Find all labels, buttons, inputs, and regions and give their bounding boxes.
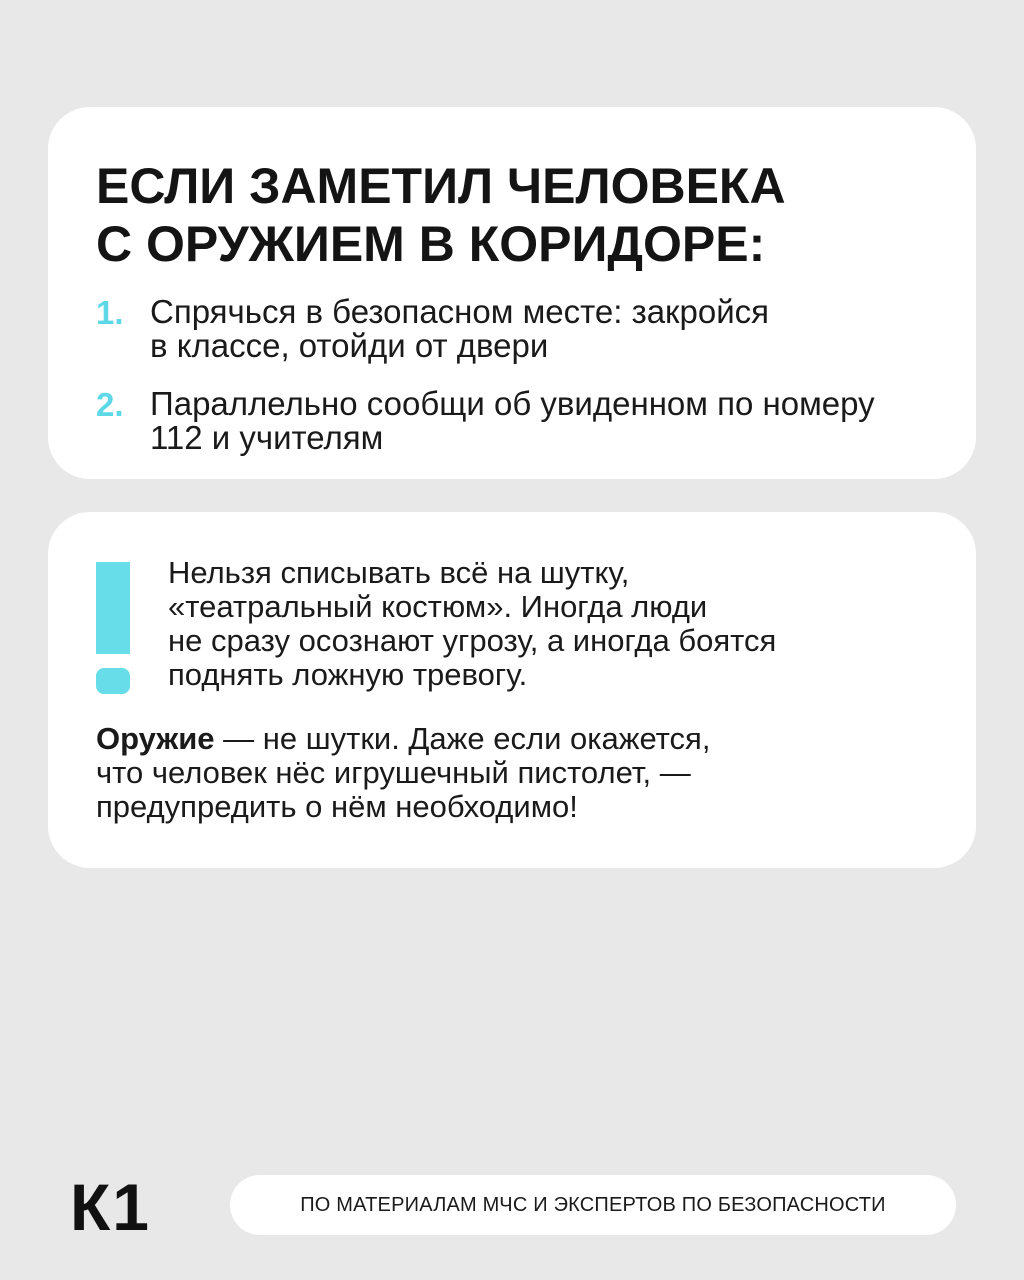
- steps-list: [96, 295, 936, 455]
- warning-line-1: Нельзя списывать всё на шутку,: [168, 555, 630, 590]
- step-text-1: [150, 295, 769, 363]
- warning-row: [96, 556, 936, 696]
- step-number-1: 1.: [96, 294, 124, 331]
- warning-text: [168, 556, 776, 692]
- source-badge: ПО МАТЕРИАЛАМ МЧС И ЭКСПЕРТОВ ПО БЕЗОПАСНОСТИ: [230, 1175, 956, 1235]
- step-item-2: [96, 387, 936, 455]
- warning-line-3: не сразу осознают угрозу, а иногда боятся: [168, 623, 777, 658]
- title-line-2: С ОРУЖИЕМ В КОРИДОРЕ:: [96, 216, 766, 272]
- step-text-2: [150, 387, 875, 455]
- note-text: [96, 722, 936, 824]
- step-2-line-1: Параллельно сообщи об увиденном по номеру: [150, 385, 875, 422]
- step-item-1: [96, 295, 936, 363]
- title-line-1: ЕСЛИ ЗАМЕТИЛ ЧЕЛОВЕКА: [96, 158, 786, 214]
- exclamation-icon: [96, 556, 136, 696]
- note-bold: Оружие: [96, 721, 215, 756]
- warning-line-4: поднять ложную тревогу.: [168, 657, 528, 692]
- instructions-card: [48, 107, 976, 479]
- step-1-line-2: в классе, отойди от двери: [150, 327, 549, 364]
- page-title: [96, 157, 936, 273]
- note-line-3: предупредить о нём необходимо!: [96, 789, 578, 824]
- warning-card: [48, 512, 976, 868]
- note-line-1: — не шутки. Даже если окажется,: [214, 721, 711, 756]
- step-number-2: 2.: [96, 386, 124, 423]
- warning-line-2: «театральный костюм». Иногда люди: [168, 589, 708, 624]
- step-2-line-2: 112 и учителям: [150, 419, 384, 456]
- brand-logo: К1: [70, 1170, 151, 1244]
- step-1-line-1: Спрячься в безопасном месте: закройся: [150, 293, 770, 330]
- note-line-2: что человек нёс игрушечный пистолет, —: [96, 755, 691, 790]
